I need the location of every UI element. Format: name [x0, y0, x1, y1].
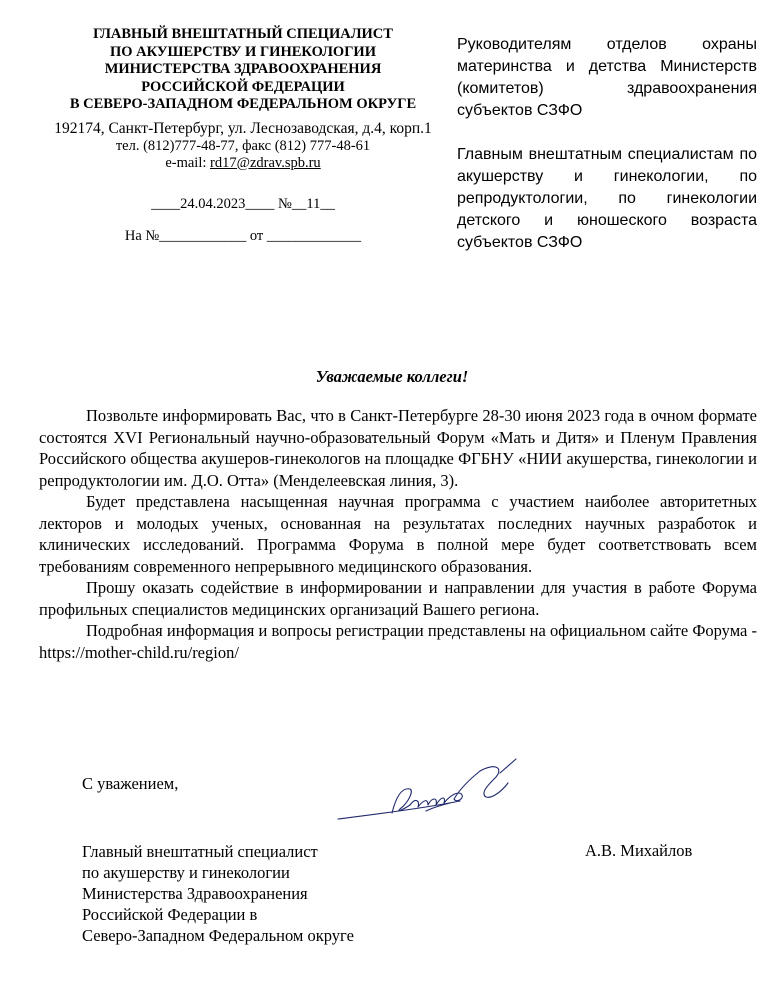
body-paragraph: Прошу оказать содействие в информировании и направлении для участия в работе Форума профильных специалистов медицинских организаций Вашего региона.: [39, 578, 757, 619]
body-paragraph: Позвольте информировать Вас, что в Санкт-Петербурге 28-30 июня 2023 года в очном формате состоятся XVI Региональный научно-образовательный Форум «Мать и Дитя» и Пленум Правления Российского общества акушеров-гинекологов на площадке ФГБНУ «НИИ акушерства, гинекологии и репродуктологии им. Д.О. Отта» (Менделеевская линия, 3).: [39, 406, 757, 490]
email-link[interactable]: rd17@zdrav.spb.ru: [210, 154, 321, 171]
signatory-name: А.В. Михайлов: [585, 841, 693, 860]
letterhead: [50, 26, 436, 245]
organization-name: [50, 26, 436, 114]
signatory-title-line: Министерства Здравоохранения: [82, 884, 308, 903]
email-line: [50, 155, 436, 172]
reference-number: На №____________ от _____________: [124, 227, 362, 244]
org-line: МИНИСТЕРСТВА ЗДРАВООХРАНЕНИЯ: [104, 61, 382, 77]
body-paragraph: Будет представлена насыщенная научная программа с участием наиболее авторитетных лекторов и молодых ученых, основанная на результатах последних научных разработок и клинических исследований. Программа Форума в полной мере будет соответствовать всем требованиям современного непрерывного медицинского образования.: [39, 492, 757, 576]
org-line: В СЕВЕРО-ЗАПАДНОМ ФЕДЕРАЛЬНОМ ОКРУГЕ: [69, 96, 417, 112]
email-label: e-mail:: [165, 154, 211, 171]
org-line: ПО АКУШЕРСТВУ И ГИНЕКОЛОГИИ: [110, 43, 376, 60]
org-line: ГЛАВНЫЙ ВНЕШТАТНЫЙ СПЕЦИАЛИСТ: [93, 26, 393, 42]
signatory-title-line: Северо-Западном Федеральном округе: [82, 926, 354, 945]
addressee-first: Руководителям отделов охраны материнства и детства Министерств (комитетов) здравоохранения субъектов СЗФО: [457, 36, 757, 119]
greeting: Уважаемые коллеги!: [315, 367, 469, 386]
letter-body: [39, 405, 757, 663]
signatory-title-line: Российской Федерации в: [82, 905, 258, 924]
postal-address: 192174, Санкт-Петербург, ул. Леснозаводская, д.4, корп.1: [54, 119, 432, 137]
signatory-title-line: Главный внештатный специалист: [82, 842, 318, 861]
registration-number: ____24.04.2023____ №__11__: [151, 195, 335, 212]
signatory-title: [82, 841, 482, 946]
addressees: [457, 34, 757, 254]
org-line: РОССИЙСКОЙ ФЕДЕРАЦИИ: [141, 78, 345, 95]
signatory-title-line: по акушерству и гинекологии: [82, 863, 290, 882]
phone-fax: тел. (812)777-48-77, факс (812) 777-48-61: [115, 137, 371, 154]
addressee-second: Главным внештатным специалистам по акушерству и гинекологии, по репродуктологии, по гинекологии детского и юношеского возраста субъектов СЗФО: [457, 146, 757, 251]
handwritten-signature: [330, 753, 530, 833]
closing-phrase: С уважением,: [82, 774, 179, 793]
body-paragraph: Подробная информация и вопросы регистрации представлены на официальном сайте Форума - https://mother-child.ru/region/: [39, 621, 757, 662]
